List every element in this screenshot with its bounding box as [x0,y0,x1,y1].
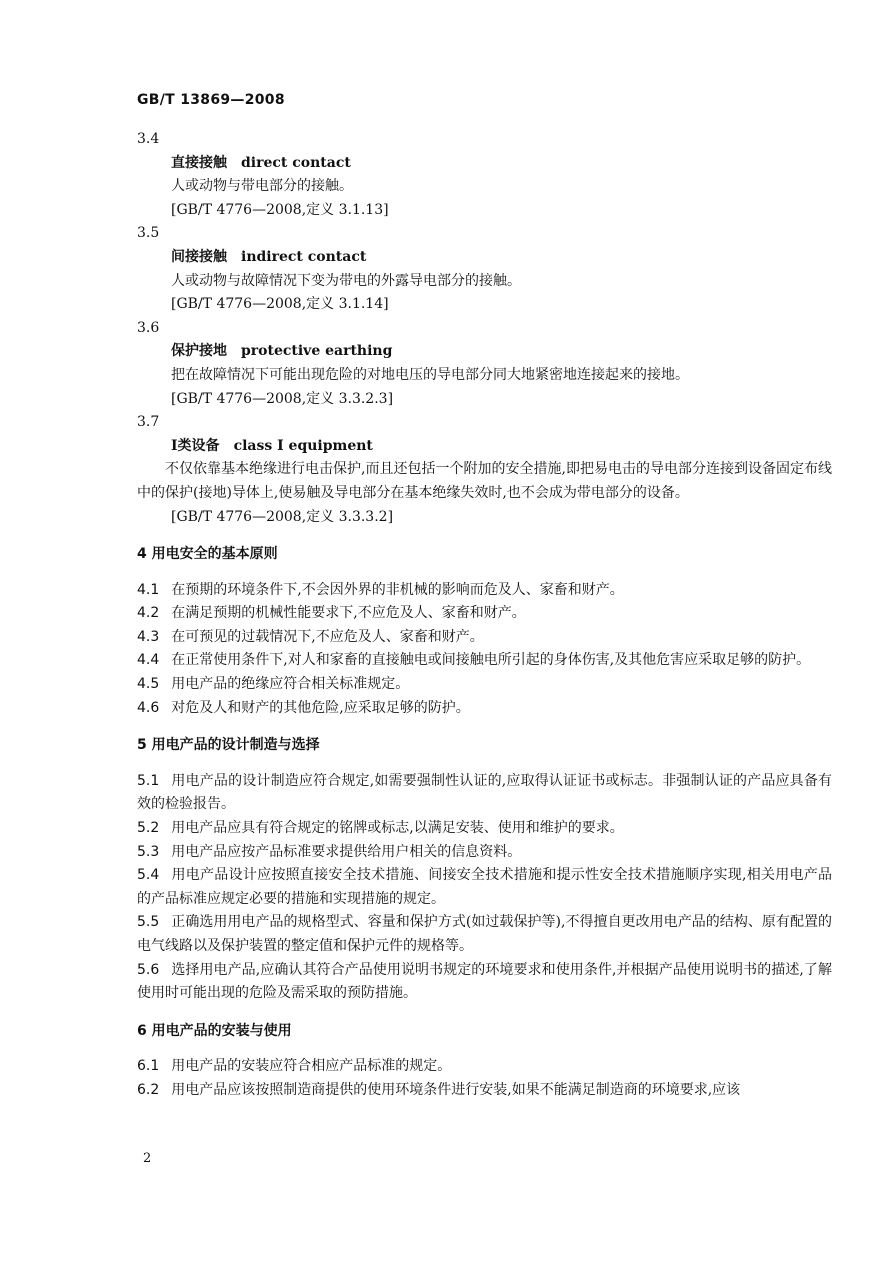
term-zh: 间接接触 [171,248,227,265]
definition-term [171,152,832,176]
clause-text: 用电产品的设计制造应符合规定,如需要强制性认证的,应取得认证证书或标志。非强制认证的产品应具备有效的检验报告。 [137,772,832,813]
clause-text: 在预期的环境条件下,不会因外界的非机械的影响而危及人、家畜和财产。 [171,581,624,598]
clause [137,579,832,603]
term-en: indirect contact [241,248,367,265]
clause-number: 5.6 [137,961,160,978]
clause-number: 4.4 [137,652,160,669]
clause [137,911,832,958]
clause-number: 5.2 [137,820,160,837]
clause-number: 5.4 [137,867,160,884]
clause-text: 用电产品应具有符合规定的铭牌或标志,以满足安装、使用和维护的要求。 [171,820,624,837]
definition-number: 3.5 [137,225,160,242]
clause-number: 5.3 [137,843,160,860]
definition-number: 3.7 [137,414,160,431]
clause [137,697,832,721]
clause-text: 在正常使用条件下,对人和家畜的直接触电或间接触电所引起的身体伤害,及其他危害应采取足够的防护。 [171,652,811,669]
definition-ref: [GB/T 4776—2008,定义 3.3.3.2] [171,508,394,525]
definition-term [171,246,832,270]
definition-term [171,340,832,364]
definition-ref: [GB/T 4776—2008,定义 3.1.13] [171,201,389,218]
clause-text: 用电产品应按产品标准要求提供给用户相关的信息资料。 [171,843,522,860]
definition-text: 把在故障情况下可能出现危险的对地电压的导电部分同大地紧密地连接起来的接地。 [171,366,689,383]
definition-text: 人或动物与故障情况下变为带电的外露导电部分的接触。 [171,272,521,289]
clause-number: 6.1 [137,1058,160,1075]
clause [137,959,832,1006]
clause [137,770,832,817]
clause [137,1055,832,1079]
clause-text: 用电产品应该按照制造商提供的使用环境条件进行安装,如果不能满足制造商的环境要求,应该 [171,1081,741,1098]
clause-text: 用电产品的绝缘应符合相关标准规定。 [171,676,410,693]
clause [137,649,832,673]
clause [137,1079,832,1103]
definition-number: 3.4 [137,131,160,147]
clause-text: 正确选用用电产品的规格型式、容量和保护方式(如过载保护等),不得擅自更改用电产品的结构、原有配置的电气线路以及保护装置的整定值和保护元件的规格等。 [137,914,832,954]
clause [137,602,832,626]
clause-number: 5.5 [137,914,160,931]
definition-number: 3.6 [137,319,160,336]
definition-3-5 [137,222,832,316]
clause [137,864,832,911]
clause-number: 6.2 [137,1081,160,1098]
clause-text: 在可预见的过载情况下,不应危及人、家畜和财产。 [171,628,484,645]
definition-ref: [GB/T 4776—2008,定义 3.3.2.3] [171,390,394,407]
clause-number: 4.2 [137,605,160,622]
clause [137,673,832,697]
definition-3-6 [137,317,832,411]
standard-header: GB/T 13869—2008 [137,92,285,108]
clause [137,817,832,841]
term-zh: Ⅰ类设备 [171,437,220,454]
clause [137,626,832,650]
section-title-4: 4 用电安全的基本原则 [137,546,278,563]
clause-number: 4.6 [137,699,160,716]
section-4-items [137,579,832,721]
clause [137,841,832,865]
clause-text: 用电产品的安装应符合相应产品标准的规定。 [171,1058,452,1075]
term-en: direct contact [241,154,351,171]
section-title-5: 5 用电产品的设计制造与选择 [137,737,320,754]
definition-term [171,435,832,459]
clause-number: 4.5 [137,676,160,693]
clause-text: 对危及人和财产的其他危险,应采取足够的防护。 [171,699,470,716]
term-en: protective earthing [241,343,393,360]
definition-3-7 [137,411,832,529]
clause-text: 在满足预期的机械性能要求下,不应危及人、家畜和财产。 [171,605,526,622]
definition-text: 不仅依靠基本绝缘进行电击保护,而且还包括一个附加的安全措施,即把易电击的导电部分连接到设备固定布线中的保护(接地)导体上,使易触及导电部分在基本绝缘失效时,也不会成为带电部分的设备。 [137,461,832,501]
definition-ref: [GB/T 4776—2008,定义 3.1.14] [171,296,389,313]
clause-number: 5.1 [137,772,160,789]
term-zh: 直接接触 [171,154,227,171]
term-zh: 保护接地 [171,343,227,360]
definition-text: 人或动物与带电部分的接触。 [171,178,353,195]
section-6-items [137,1055,832,1102]
clause-number: 4.3 [137,628,160,645]
definition-3-4 [137,128,832,222]
page-content [137,128,832,1103]
section-title-6: 6 用电产品的安装与使用 [137,1022,292,1039]
clause-text: 选择用电产品,应确认其符合产品使用说明书规定的环境要求和使用条件,并根据产品使用说明书的描述,了解使用时可能出现的危险及需采取的预防措施。 [137,961,832,1002]
clause-text: 用电产品设计应按照直接安全技术措施、间接安全技术措施和提示性安全技术措施顺序实现,相关用电产品的产品标准应规定必要的措施和实现措施的规定。 [137,867,832,907]
clause-number: 4.1 [137,581,160,598]
term-en: class Ⅰ equipment [233,437,373,454]
section-5-items [137,770,832,1006]
page-number: 2 [143,1151,152,1166]
